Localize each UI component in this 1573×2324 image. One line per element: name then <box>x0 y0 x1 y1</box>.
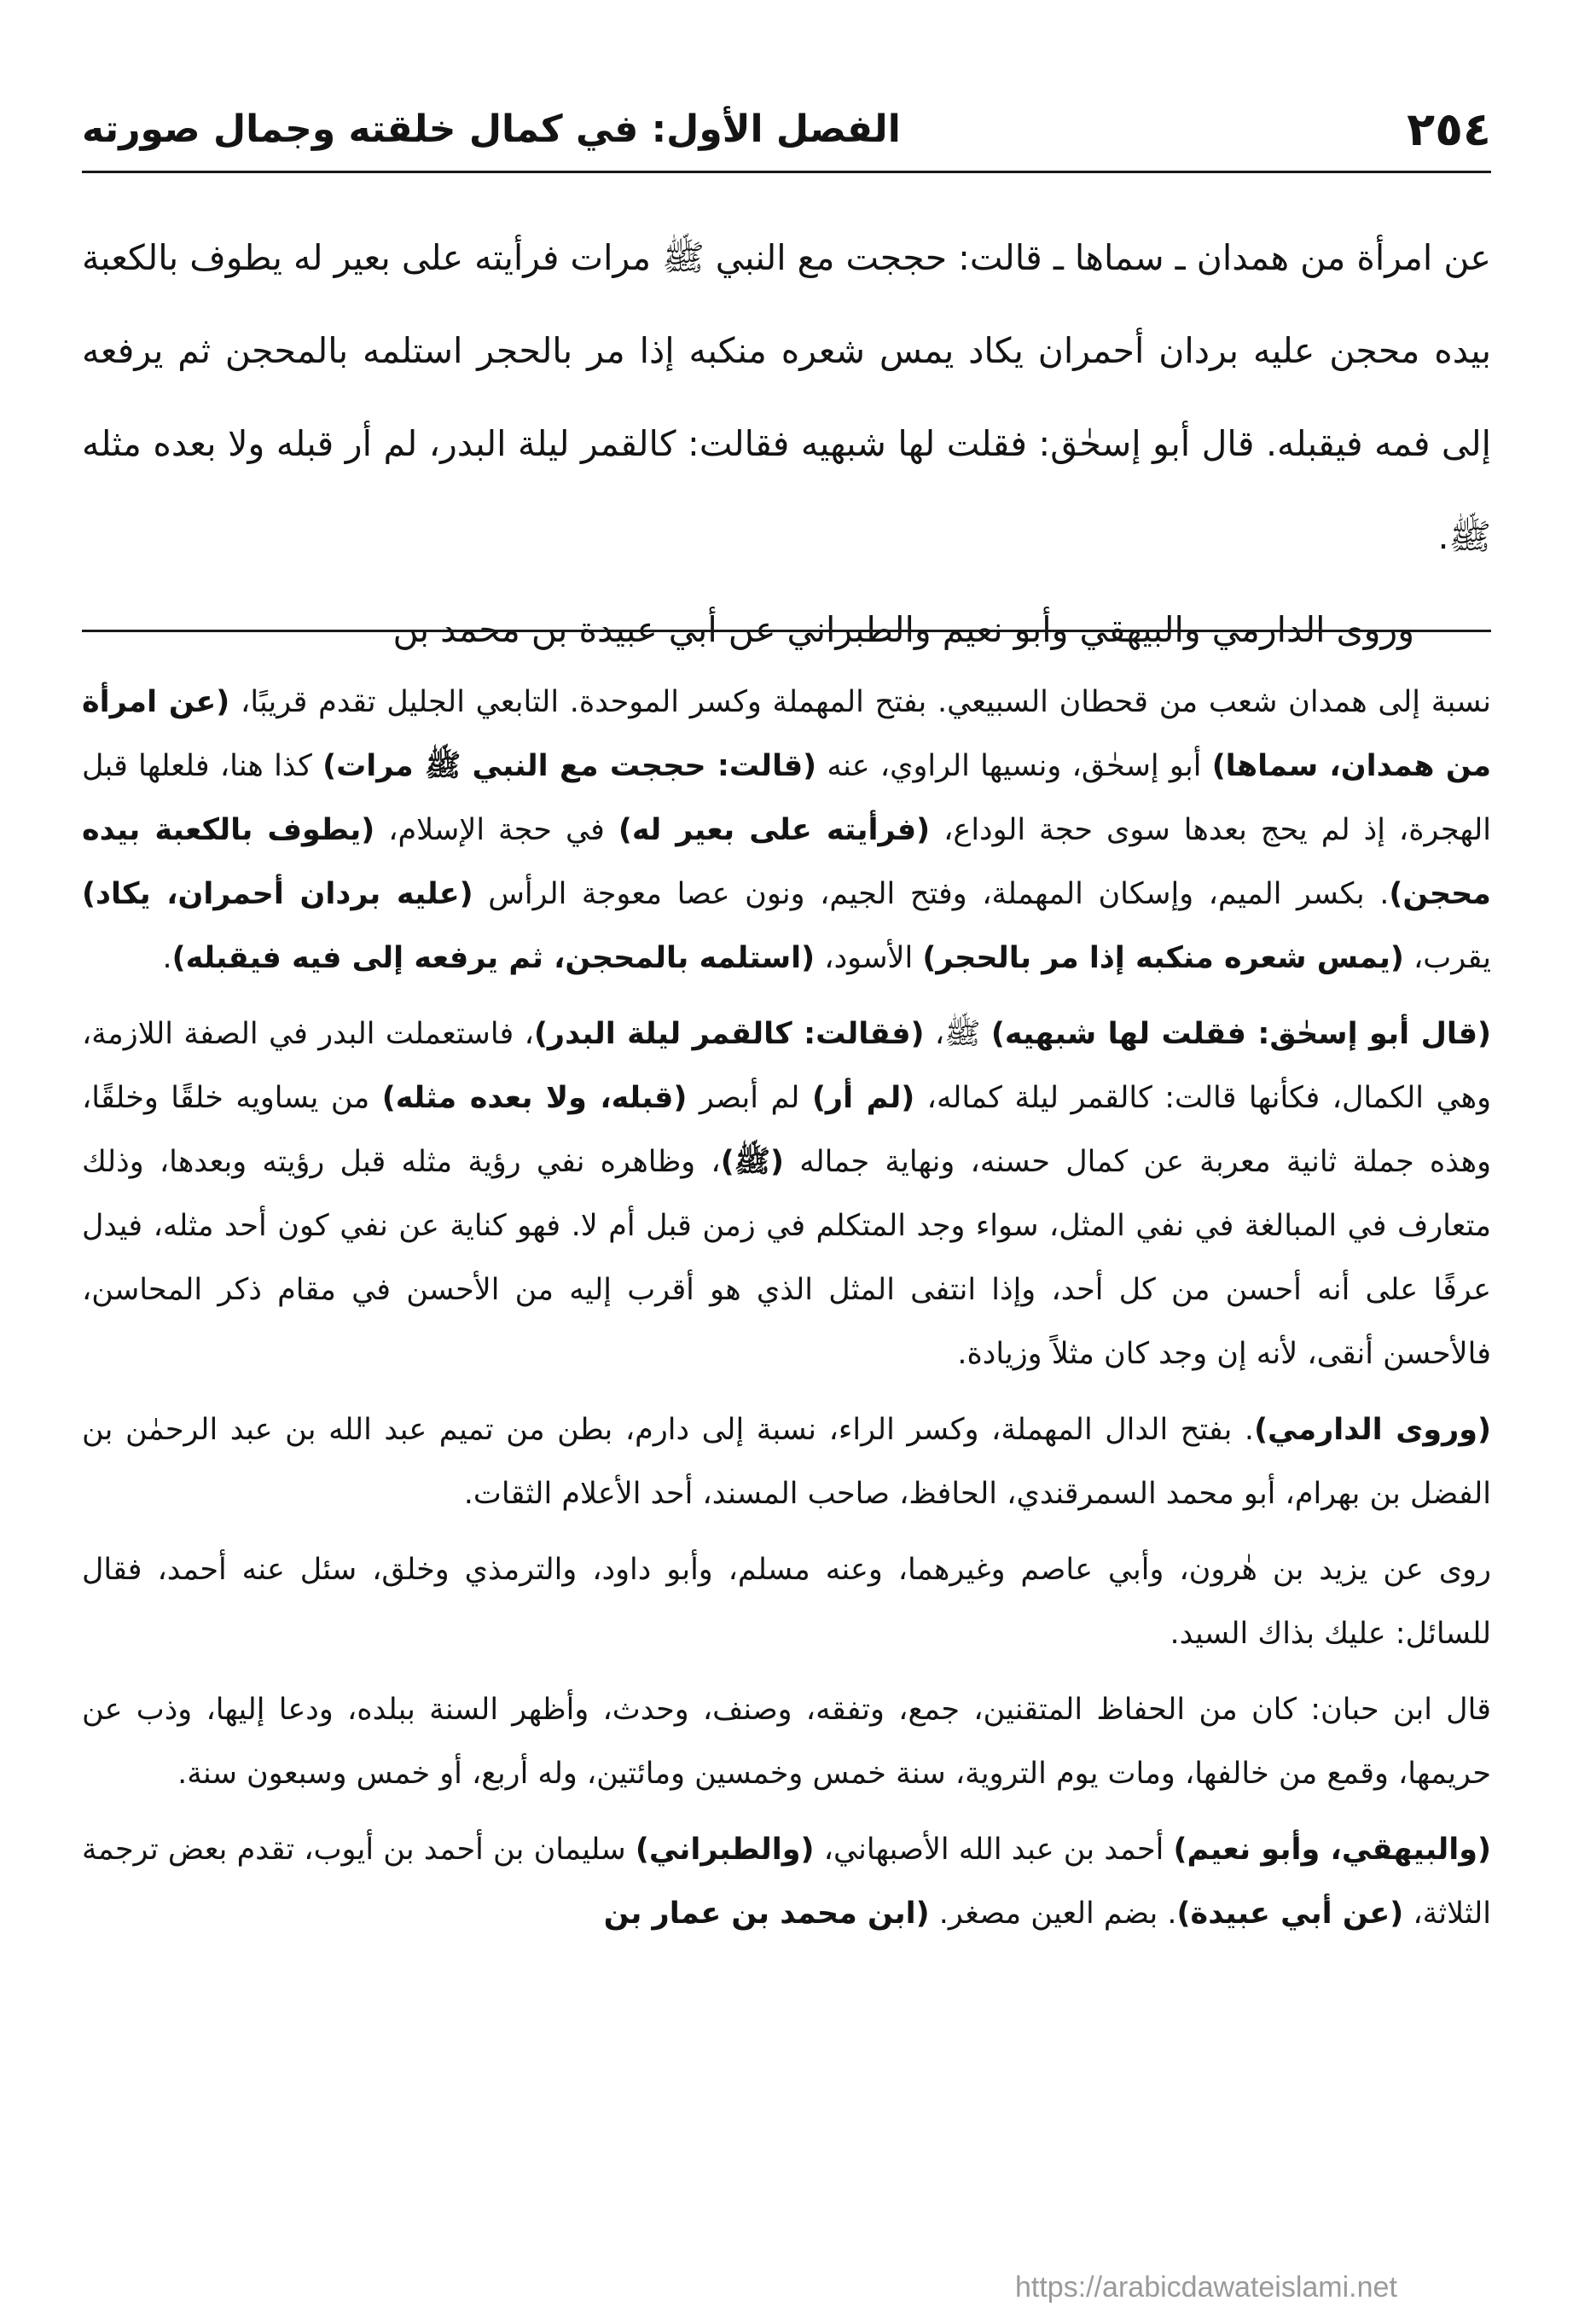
running-title: الفصل الأول: في كمال خلقته وجمال صورته <box>82 107 901 151</box>
page-number: ٢٥٤ <box>1407 102 1491 156</box>
commentary-paragraph <box>82 1002 1491 1386</box>
commentary-text: . <box>162 941 172 975</box>
quoted-text: (والطبراني) <box>635 1833 815 1867</box>
commentary-text: أحمد بن عبد الله الأصبهاني، <box>814 1833 1174 1867</box>
commentary-text: ، وظاهره نفي رؤية مثله قبل رؤيته وبعدها، وذلك متعارف في المبالغة في نفي المثل، سواء وجد المتكلم في زمن قبل أم لا. فهو كناية عن نفي كون أحد مثله، فيدل عرفًا على أنه أحسن من كل أحد، وإذا انتفى المثل الذي هو أقرب إليه من الأحسن في مقام ذكر المحاسن، فالأحسن أنقى، لأنه إن وجد كان مثلاً وزيادة. <box>82 1145 1491 1371</box>
page-header <box>82 96 1491 164</box>
commentary-text: . بفتح الدال المهملة، وكسر الراء، نسبة إلى دارم، بطن من تميم عبد الله بن عبد الرحمٰن بن الفضل بن بهرام، أبو محمد السمرقندي، الحافظ، صاحب المسند، أحد الأعلام الثقات. <box>82 1413 1491 1511</box>
quoted-text: (يطوف بالكعبة بيده محجن) <box>82 813 1491 911</box>
quoted-text: (عليه بردان أحمران، يكاد) <box>82 877 473 911</box>
commentary-text: يقرب، <box>1403 941 1491 975</box>
commentary <box>82 671 1491 1958</box>
commentary-paragraph: قال ابن حبان: كان من الحفاظ المتقنين، جمع، وتفقه، وصنف، وحدث، وأظهر السنة ببلده، ودعا إليها، وذب عن حريمها، وقمع من خالفها، ومات يوم التروية، سنة خمس وخمسين ومائتين، وله أربع، أو خمس وسبعون سنة. <box>82 1693 1491 1791</box>
quoted-text: (عن امرأة من همدان، سماها) <box>82 685 1491 783</box>
header-rule <box>82 171 1491 173</box>
quoted-text: (عن أبي عبيدة) <box>1176 1897 1404 1931</box>
commentary-text: ﷺ، <box>924 1017 991 1051</box>
commentary-text: . بضم العين مصغر. <box>929 1897 1177 1931</box>
quoted-text: (فرأيته على بعير له) <box>618 813 931 847</box>
quoted-text: (لم أر) <box>811 1081 915 1115</box>
commentary-text: في حجة الإسلام، <box>374 813 618 847</box>
commentary-text: نسبة إلى همدان شعب من قحطان السبيعي. بفتح المهملة وكسر الموحدة. التابعي الجليل تقدم قريبًا، <box>229 685 1491 719</box>
quoted-text: (ابن محمد بن عمار بن <box>603 1897 930 1931</box>
quoted-text: (فقالت: كالقمر ليلة البدر) <box>533 1017 925 1051</box>
commentary-paragraph <box>82 1398 1491 1526</box>
quoted-text: (وروى الدارمي) <box>1254 1413 1492 1447</box>
quoted-text: (استلمه بالمحجن، ثم يرفعه إلى فيه فيقبله) <box>171 941 816 975</box>
quoted-text: (قبله، ولا بعده مثله) <box>381 1081 688 1115</box>
commentary-text: ، فاستعملت البدر في الصفة اللازمة، وهي الكمال، فكأنها قالت: كالقمر ليلة كماله، <box>82 1017 1492 1115</box>
quoted-text: (والبيهقي، وأبو نعيم) <box>1173 1833 1491 1867</box>
commentary-text: كذا هنا، فلعلها قبل الهجرة، إذ لم يحج بعدها سوى حجة الوداع، <box>82 749 1491 847</box>
commentary-text: الأسود، <box>815 941 923 975</box>
main-paragraph: وروى الدارمي والبيهقي وأبو نعيم والطبراني عن أبي عبيدة بن محمد بن <box>392 609 1414 650</box>
commentary-text: أبو إسحٰق، ونسيها الراوي، عنه <box>816 749 1212 783</box>
commentary-text: لم أبصر <box>687 1081 812 1115</box>
commentary-text: . بكسر الميم، وإسكان المهملة، وفتح الجيم، ونون عصا معوجة الرأس <box>473 877 1390 911</box>
commentary-text: سليمان بن أحمد بن أيوب، تقدم بعض ترجمة الثلاثة، <box>82 1833 1491 1931</box>
quoted-text: (ﷺ) <box>720 1145 784 1179</box>
commentary-text: من يساويه خلقًا وخلقًا، وهذه جملة ثانية معربة عن كمال حسنه، ونهاية جماله <box>82 1081 1491 1179</box>
quoted-text: (يمس شعره منكبه إذا مر بالحجر) <box>922 941 1404 975</box>
quoted-text: (قالت: حججت مع النبي ﷺ مرات) <box>322 749 817 783</box>
commentary-paragraph: روى عن يزيد بن هٰرون، وأبي عاصم وغيرهما، وعنه مسلم، وأبو داود، والترمذي وخلق، سئل عنه أحمد، فقال للسائل: عليك بذاك السيد. <box>82 1553 1491 1651</box>
main-paragraph: عن امرأة من همدان ـ سماها ـ قالت: حججت مع النبي ﷺ مرات فرأيته على بعير له يطوف بالكعبة بيده محجن عليه بردان أحمران يكاد يمس شعره منكبه إذا مر بالحجر استلمه بالمحجن ثم يرفعه إلى فمه فيقبله. قال أبو إسحٰق: فقلت لها شبهيه فقالت: كالقمر ليلة البدر، لم أر قبله ولا بعده مثله ﷺ. <box>82 237 1491 557</box>
commentary-rule <box>82 630 1491 632</box>
main-text <box>82 212 1491 677</box>
quoted-text: (قال أبو إسحٰق: فقلت لها شبهيه) <box>990 1017 1491 1051</box>
commentary-paragraph <box>82 671 1491 991</box>
source-url-watermark: https://arabicdawateislami.net <box>1015 2271 1397 2304</box>
commentary-paragraph <box>82 1818 1491 1946</box>
